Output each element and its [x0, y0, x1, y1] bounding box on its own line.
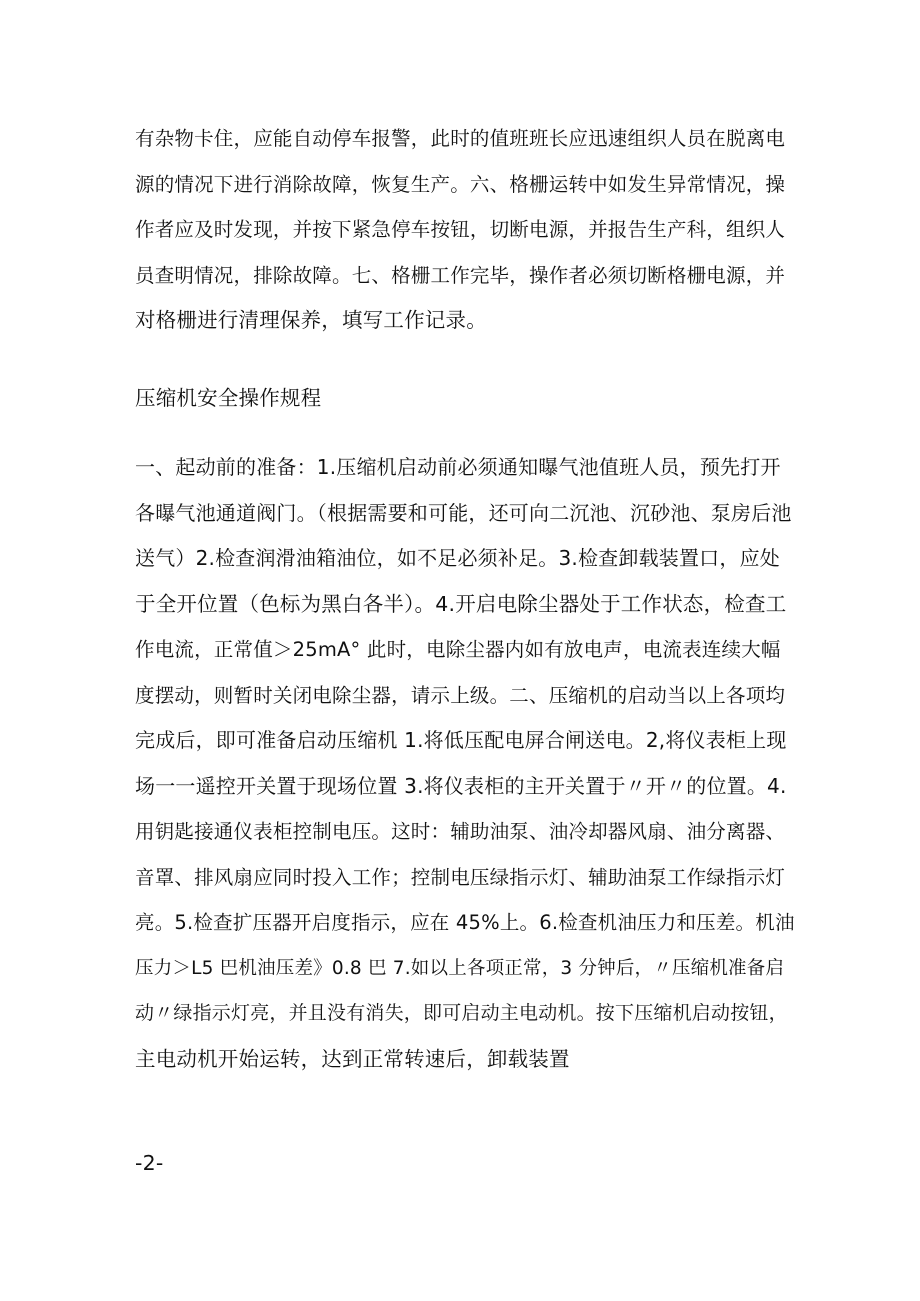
text-line: 各曝气池通道阀门。（根据需要和可能，还可向二沉池、沉砂池、泵房后池: [135, 500, 792, 525]
text-line: 送气）2.检查润滑油箱油位，如不足必须补足。3.检查卸载装置口，应处: [135, 546, 780, 570]
text-line: 亮。5.检查扩压器开启度指示，应在 45%上。6.检查机油压力和压差。机油: [135, 911, 795, 934]
text-line: 对格栅进行清理保养，填写工作记录。: [135, 308, 487, 332]
text-line: 音罩、排风扇应同时投入工作；控制电压绿指示灯、辅助油泵工作绿指示灯: [135, 865, 786, 889]
body-paragraph-grille-operation: [135, 116, 795, 344]
text-line: 一、起动前的准备：1.压缩机启动前必须通知曝气池值班人员，预先打开: [135, 455, 781, 479]
page-number: -2-: [135, 1151, 164, 1175]
text-line: 主电动机开始运转，达到正常转速后，卸载装置: [135, 1046, 570, 1071]
section-title: [135, 376, 795, 422]
section-title-text: 压缩机安全操作规程: [135, 386, 322, 410]
text-line: 员查明情况，排除故障。七、格栅工作完毕，操作者必须切断格栅电源，并: [135, 263, 786, 287]
text-line: 作者应及时发现，并按下紧急停车按钮，切断电源，并报告生产科，组织人: [135, 218, 786, 241]
text-line: 用钥匙接通仪表柜控制电压。这时：辅助油泵、油冷却器风扇、油分离器、: [135, 820, 786, 843]
text-line: 场一一遥控开关置于现场位置 3.将仪表柜的主开关置于〃开〃的位置。4.: [135, 773, 787, 798]
text-line: 有杂物卡住，应能自动停车报警，此时的值班班长应迅速组织人员在脱离电: [135, 127, 786, 150]
text-line: 完成后，即可准备启动压缩机 1.将低压配电屏合闸送电。2,将仪表柜上现: [135, 728, 787, 752]
text-line: 于全开位置（色标为黑白各半）。4.开启电除尘器处于工作状态，检查工: [135, 591, 787, 616]
text-line: 源的情况下进行消除故障，恢复生产。六、格栅运转中如发生异常情况，操: [135, 172, 786, 196]
text-line: 度摆动，则暂时关闭电除尘器，请示上级。二、压缩机的启动当以上各项均: [135, 683, 786, 707]
text-line: 压力＞L5 巴机油压差》0.8 巴 7.如以上各项正常，3 分钟后，〃压缩机准备启: [135, 957, 785, 979]
text-line: 动〃绿指示灯亮，并且没有消失，即可启动主电动机。按下压缩机启动按钮，: [135, 1002, 788, 1024]
text-line: 作电流，正常值＞25mA° 此时，电除尘器内如有放电声，电流表连续大幅: [135, 638, 781, 661]
page-footer: [135, 1141, 795, 1187]
body-paragraph-compressor-procedure: [135, 445, 795, 1082]
